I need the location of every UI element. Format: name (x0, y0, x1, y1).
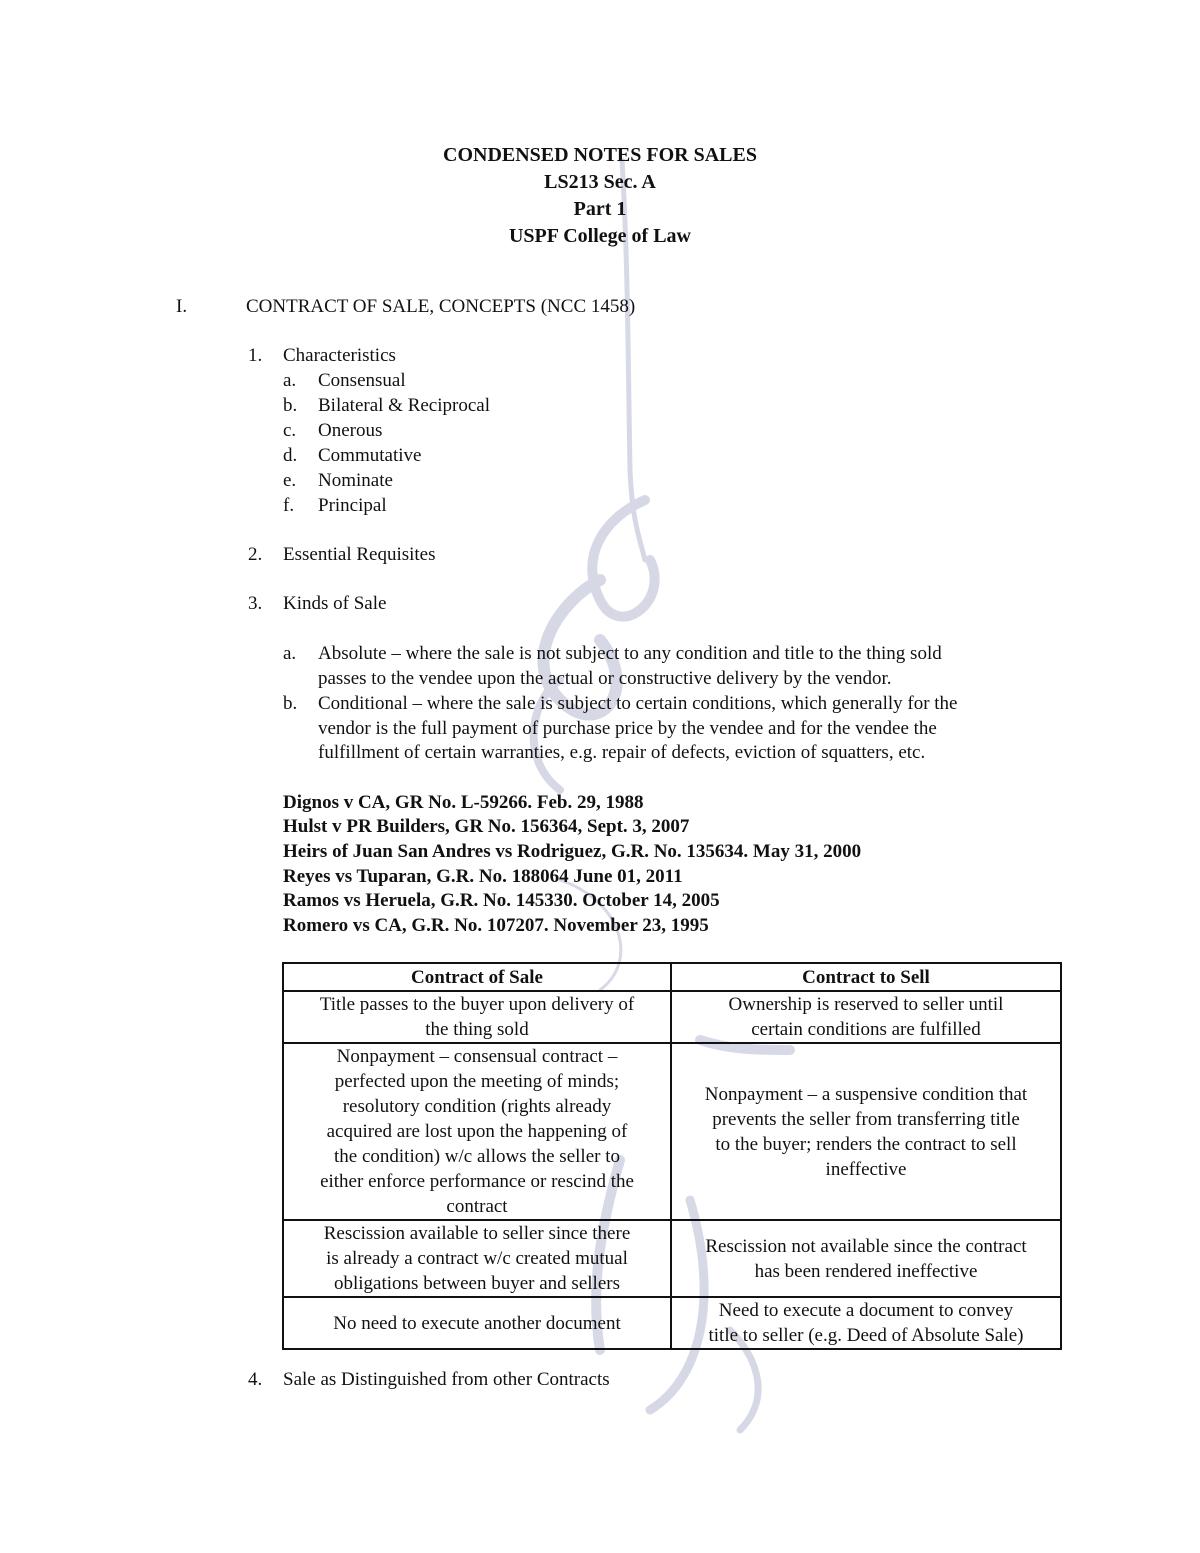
cell-line: Rescission not available since the contract (705, 1235, 1027, 1257)
cell-line: No need to execute another document (333, 1312, 621, 1334)
table-row (283, 1043, 1061, 1220)
cell-line: perfected upon the meeting of minds; (334, 1071, 620, 1092)
list-letter: b. (283, 693, 298, 714)
distinguished-heading: Sale as Distinguished from other Contracts (283, 1369, 610, 1390)
characteristic-item: Onerous (318, 420, 383, 441)
comparison-table (282, 962, 1062, 1350)
characteristic-item: Nominate (318, 470, 393, 491)
table-cell (283, 1220, 671, 1297)
cell-line: Title passes to the buyer upon delivery of (319, 994, 635, 1015)
cell-line: contract (446, 1196, 508, 1217)
case-citation: Hulst v PR Builders, GR No. 156364, Sept. 3, 2007 (283, 816, 690, 837)
cell-line: the condition) w/c allows the seller to (334, 1146, 620, 1167)
table-cell (283, 1297, 671, 1349)
table-cell (671, 991, 1061, 1043)
cell-line: to the buyer; renders the contract to sell (715, 1133, 1017, 1155)
case-citation: Dignos v CA, GR No. L-59266. Feb. 29, 1988 (283, 792, 644, 813)
column-header-contract-of-sale: Contract of Sale (283, 963, 671, 991)
case-citation: Romero vs CA, G.R. No. 107207. November 23, 1995 (283, 915, 709, 936)
item-number: 2. (248, 544, 263, 565)
characteristics-heading: Characteristics (283, 345, 396, 366)
cell-line: Need to execute a document to convey (718, 1300, 1014, 1321)
cell-line: Nonpayment – consensual contract – (336, 1046, 618, 1067)
cell-line: obligations between buyer and sellers (334, 1273, 620, 1294)
part-label: Part 1 (573, 198, 627, 220)
list-letter: a. (283, 643, 297, 664)
list-letter: f. (283, 495, 295, 516)
table-cell (283, 991, 671, 1043)
item-number: 3. (248, 593, 263, 614)
absolute-definition-cont: passes to the vendee upon the actual or constructive delivery by the vendor. (318, 668, 892, 689)
table-header-row (283, 963, 1061, 991)
table-row (283, 1220, 1061, 1297)
course-code: LS213 Sec. A (544, 171, 656, 193)
list-letter: d. (283, 445, 298, 466)
table-cell (671, 1043, 1061, 1220)
document-title: CONDENSED NOTES FOR SALES (443, 144, 757, 166)
list-letter: c. (283, 420, 297, 441)
conditional-definition-cont: fulfillment of certain warranties, e.g. repair of defects, eviction of squatters, etc. (318, 742, 926, 763)
table-cell (671, 1297, 1061, 1349)
absolute-definition: Absolute – where the sale is not subject to any condition and title to the thing sold (318, 643, 942, 664)
cell-line: Rescission available to seller since there (323, 1223, 631, 1244)
cell-line: prevents the seller from transferring title (712, 1108, 1020, 1130)
characteristic-item: Principal (318, 495, 387, 516)
cell-line: acquired are lost upon the happening of (326, 1121, 628, 1142)
cell-line: ineffective (825, 1158, 907, 1180)
characteristic-item: Consensual (318, 370, 406, 391)
cell-line: title to seller (e.g. Deed of Absolute Sale) (708, 1325, 1024, 1346)
requisites-heading: Essential Requisites (283, 544, 436, 565)
cell-line: certain conditions are fulfilled (751, 1019, 981, 1040)
case-citation: Reyes vs Tuparan, G.R. No. 188064 June 01, 2011 (283, 866, 683, 887)
cell-line: Ownership is reserved to seller until (728, 994, 1004, 1015)
conditional-definition-cont: vendor is the full payment of purchase price by the vendee and for the vendee the (318, 718, 937, 739)
cell-line: Nonpayment – a suspensive condition that (704, 1083, 1028, 1105)
characteristic-item: Bilateral & Reciprocal (318, 395, 490, 416)
table-cell (671, 1220, 1061, 1297)
school-name: USPF College of Law (508, 225, 691, 247)
cell-line: either enforce performance or rescind the (320, 1171, 634, 1192)
list-letter: b. (283, 395, 298, 416)
case-citation: Ramos vs Heruela, G.R. No. 145330. October 14, 2005 (283, 890, 720, 911)
cell-line: has been rendered ineffective (754, 1260, 978, 1282)
item-number: 1. (248, 345, 263, 366)
table-row (283, 991, 1061, 1043)
list-letter: a. (283, 370, 297, 391)
kinds-heading: Kinds of Sale (283, 593, 387, 614)
item-number: 4. (248, 1369, 263, 1390)
conditional-definition: Conditional – where the sale is subject to certain conditions, which generally for the (318, 693, 958, 714)
cell-line: resolutory condition (rights already (342, 1096, 612, 1117)
characteristic-item: Commutative (318, 445, 422, 466)
case-citation: Heirs of Juan San Andres vs Rodriguez, G.R. No. 135634. May 31, 2000 (283, 841, 862, 862)
section-numeral: I. (176, 296, 188, 317)
table-row (283, 1297, 1061, 1349)
cell-line: is already a contract w/c created mutual (326, 1248, 628, 1269)
column-header-contract-to-sell: Contract to Sell (671, 963, 1061, 991)
cell-line: the thing sold (425, 1019, 529, 1040)
list-letter: e. (283, 470, 297, 491)
table-cell (283, 1043, 671, 1220)
section-title: CONTRACT OF SALE, CONCEPTS (NCC 1458) (246, 296, 636, 317)
